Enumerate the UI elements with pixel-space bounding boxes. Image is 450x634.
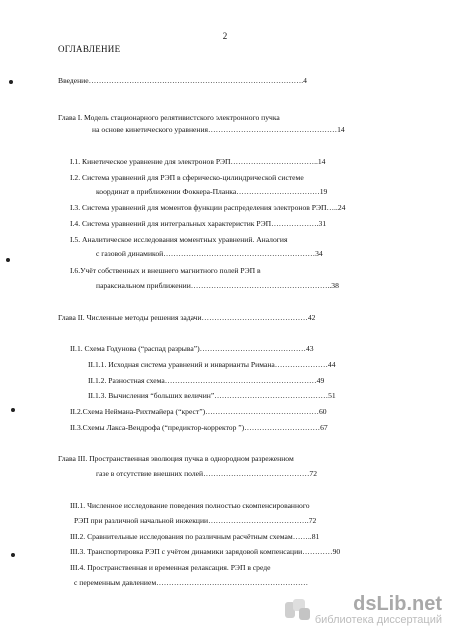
toc-entry-3-4: III.4. Пространственная и временная релаксация. РЭП в среде — [70, 563, 271, 572]
toc-entry-2-1-3: II.1.3. Вычисления “больших величин”………………………………………51 — [88, 391, 336, 400]
scan-dot — [6, 258, 10, 262]
toc-entry-3-2: III.2. Сравнительные исследования по различным расчётным схемам……..81 — [70, 532, 320, 541]
toc-entry-1-6: I.6.Учёт собственных и внешнего магнитного полей РЭП в — [70, 266, 261, 275]
toc-entry-3-1-cont: РЭП при различной начальной инжекции………………………………….72 — [74, 516, 317, 525]
toc-entry-1-3: I.3. Система уравнений для моментов функции распределения электронов РЭП…..24 — [70, 203, 346, 212]
watermark-logo-icon — [285, 599, 311, 621]
page-number: 2 — [222, 31, 228, 41]
toc-entry-introduction: Введение………………………………………………………………………….4 — [58, 76, 307, 85]
toc-entry-1-2: I.2. Система уравнений для РЭП в сферическо-цилиндрической системе — [70, 173, 304, 182]
toc-entry-1-6-cont: параксиальном приближении………………………………………………..38 — [96, 281, 339, 290]
toc-entry-2-1: II.1. Схема Годунова (“распад разрыва”)……………………………………43 — [70, 344, 314, 353]
toc-entry-3-1: III.1. Численное исследование поведения полностью скомпенсированного — [70, 501, 310, 510]
watermark-subtitle: библиотека диссертаций — [314, 614, 442, 626]
scan-dot — [11, 553, 15, 557]
watermark — [285, 594, 442, 626]
toc-entry-1-5-cont: с газовой динамикой……………………………………………………34 — [96, 249, 323, 258]
toc-entry-chapter-1: Глава I. Модель стационарного релятивистского электронного пучка — [58, 113, 280, 122]
toc-entry-1-5: I.5. Аналитическое исследования моментных уравнений. Аналогия — [70, 235, 288, 244]
toc-entry-2-2: II.2.Схема Неймана-Рихтмайера (“крест”)………………………………………60 — [70, 407, 327, 416]
toc-title: ОГЛАВЛЕНИЕ — [58, 44, 121, 54]
scan-dot — [9, 80, 13, 84]
toc-entry-1-1: I.1. Кинетическое уравнение для электронов РЭП……………………………..14 — [70, 157, 326, 166]
toc-entry-chapter-3-cont: газе в отсутствие внешних полей……………………………………72 — [96, 469, 318, 478]
toc-entry-chapter-1-cont: на основе кинетического уравнения……………………………………………14 — [92, 125, 345, 134]
toc-entry-1-2-cont: координат в приближении Фоккера-Планка……………………………19 — [96, 187, 328, 196]
toc-entry-chapter-3: Глава III. Пространственная эволюция пучка в однородном разреженном — [58, 454, 294, 463]
toc-entry-2-1-1: II.1.1. Исходная система уравнений и инварианты Римана…………………44 — [88, 360, 336, 369]
watermark-title: dsLib.net — [353, 593, 442, 615]
toc-entry-chapter-2: Глава II. Численные методы решения задачи……………………………………42 — [58, 313, 316, 322]
toc-entry-2-3: II.3.Схемы Лакса-Вендрофа (“предиктор-корректор ”)…………………………67 — [70, 423, 328, 432]
toc-entry-3-4-cont: с переменным давлением…………………………………………………… — [74, 578, 309, 587]
toc-entry-1-4: I.4. Система уравнений для интегральных характеристик РЭП……………….31 — [70, 219, 327, 228]
toc-entry-3-3: III.3. Транспортировка РЭП с учётом динамики зарядовой компенсации…………90 — [70, 547, 341, 556]
toc-entry-2-1-2: II.1.2. Разностная схема……………………………………………………49 — [88, 376, 325, 385]
scan-dot — [11, 408, 15, 412]
